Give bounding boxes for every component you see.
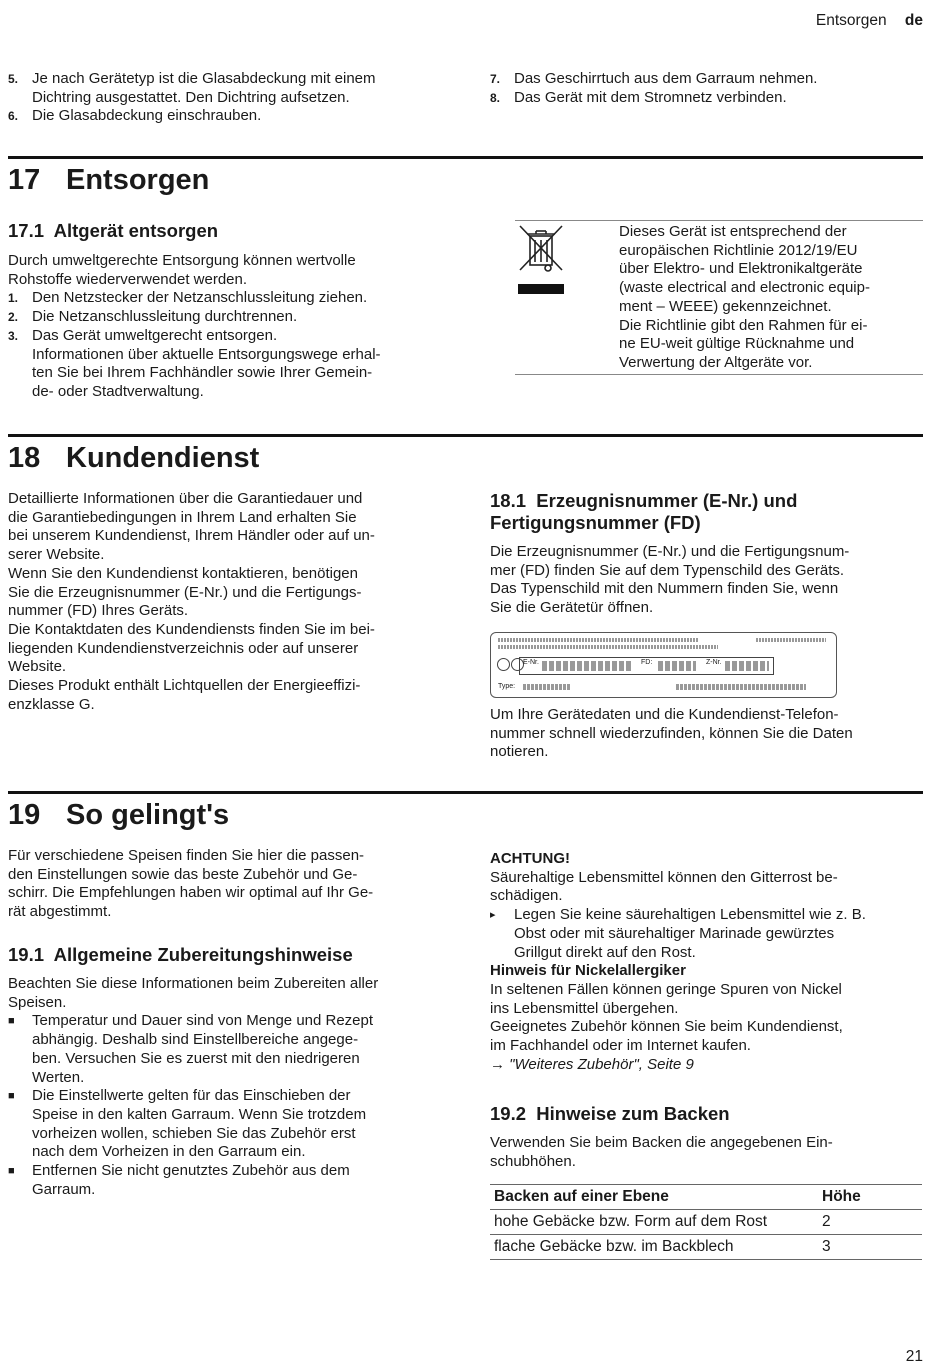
square-bullet-icon: ■ bbox=[8, 1090, 15, 1103]
page-number: 21 bbox=[905, 1348, 923, 1365]
top-steps-right bbox=[490, 70, 817, 107]
plate-enr-label: E-Nr. bbox=[523, 659, 539, 666]
square-bullet-icon: ■ bbox=[8, 1015, 15, 1028]
section-18-body: Detaillierte Informationen über die Garantiedauer und die Garantiebedingungen in Ihrem Land erhalten Sie bei unserem Kundendienst, Ihrem Händler oder auf un- serer Website. Wenn Sie den Kundendienst kontaktieren, benötigen Sie die Erzeugnisnummer (E-Nr.) und die Fertigungs- nummer (FD) Ihres Geräts. Die Kontaktdaten des Kundendiensts finden Sie im bei- liegenden Kundendienstverzeichnis oder auf unserer Website. Dieses Produkt enthält Lichtquellen der Energieeffizi- enzklasse G. bbox=[8, 490, 375, 713]
section-19-title: 19 So gelingt's bbox=[8, 799, 230, 831]
section-18-rule bbox=[8, 434, 923, 437]
header-lang: de bbox=[904, 12, 923, 29]
square-bullet-icon: ■ bbox=[8, 1165, 15, 1178]
section-18-title: 18 Kundendienst bbox=[8, 442, 260, 474]
section-19-rule bbox=[8, 791, 923, 794]
bullet-item: ■ Temperatur und Dauer sind von Menge und Rezept bbox=[8, 1012, 374, 1030]
cross-reference-link[interactable]: → "Weiteres Zubehör", Seite 9 bbox=[490, 1055, 694, 1073]
bullet-item: ■ Die Einstellwerte gelten für das Einschieben der bbox=[8, 1087, 351, 1105]
step-5-line-1: 5. Je nach Gerätetyp ist die Glasabdeckung mit einem bbox=[8, 70, 376, 87]
header-section: Entsorgen bbox=[815, 12, 887, 29]
section-17-1-body: Durch umweltgerechte Entsorgung können wertvolle Rohstoffe wiederverwendet werden. 1. Den Netzstecker der Netzanschlussleitung ziehen. 2. Die Netzanschlussleitung durchtrennen. 3. Das Gerät umweltgerecht entsorgen. Informationen über aktuelle Entsorgungswege erhal- ten Sie bei Ihrem Fachhändler sowie Ihrer Gemein- de- oder Stadtverwaltung. bbox=[8, 252, 381, 400]
step-5-line-2: Dichtring ausgestattet. Den Dichtring aufsetzen. bbox=[32, 88, 350, 106]
table-header-cell: Backen auf einer Ebene bbox=[494, 1188, 669, 1205]
table-cell: hohe Gebäcke bzw. Form auf dem Rost bbox=[494, 1213, 768, 1230]
table-row bbox=[490, 1210, 922, 1235]
step-8: 8. Das Gerät mit dem Stromnetz verbinden. bbox=[490, 88, 787, 106]
plate-number-box bbox=[519, 657, 774, 675]
plate-logo-icon bbox=[497, 658, 510, 671]
step-7: 7. Das Geschirrtuch aus dem Garraum nehmen. bbox=[490, 70, 818, 87]
table-header-row bbox=[490, 1185, 922, 1210]
section-19-intro: Für verschiedene Speisen finden Sie hier die passen- den Einstellungen sowie das beste Zubehör und Ge- schirr. Die Empfehlungen haben wir optimal auf Ihr Ge- rät abgestimmt. bbox=[8, 847, 374, 921]
plate-text-placeholder bbox=[498, 638, 698, 642]
arrow-right-icon: → bbox=[490, 1055, 510, 1073]
section-19-2-title: 19.2 Hinweise zum Backen bbox=[490, 1103, 730, 1124]
crossed-out-wheelie-bin-icon bbox=[516, 222, 566, 298]
section-19-1-title: 19.1 Allgemeine Zubereitungshinweise bbox=[8, 944, 353, 965]
table-cell: 2 bbox=[822, 1213, 831, 1230]
section-18-1-body: Die Erzeugnisnummer (E-Nr.) und die Fertigungsnum- mer (FD) finden Sie auf dem Typenschild des Geräts. Das Typenschild mit den Nummern finden Sie, wenn Sie die Gerätetür öffnen. bbox=[490, 543, 850, 617]
bullet-item: ■ Entfernen Sie nicht genutztes Zubehör aus dem bbox=[8, 1162, 350, 1180]
plate-text-placeholder bbox=[498, 645, 718, 649]
section-17-rule bbox=[8, 156, 923, 159]
warning-block: ACHTUNG! Säurehaltige Lebensmittel können den Gitterrost be- schädigen. ▸ Legen Sie keine säurehaltigen Lebensmittel wie z. B. Obst oder mit säurehaltiger Marinade gewürztes Grillgut direkt auf den Rost. Hinweis für Nickelallergiker In seltenen Fällen können geringe Spuren von Nickel ins Lebensmittel übergehen. Geeignetes Zubehör können Sie beim Kundendienst, im Fachhandel oder im Internet kaufen. → "Weiteres Zubehör", Seite 9 bbox=[490, 850, 866, 1073]
section-17-title: 17 Entsorgen bbox=[8, 164, 210, 196]
weee-box-top-rule bbox=[515, 220, 923, 221]
section-18-1-after: Um Ihre Gerätedaten und die Kundendienst-Telefon- nummer schnell wiederzufinden, können Sie die Daten notieren. bbox=[490, 706, 853, 761]
plate-type-label: Type: bbox=[498, 683, 516, 690]
table-cell: flache Gebäcke bzw. im Backblech bbox=[494, 1238, 734, 1255]
baking-table bbox=[490, 1184, 922, 1260]
table-cell: 3 bbox=[822, 1238, 831, 1255]
table-row bbox=[490, 1235, 922, 1260]
top-steps-left bbox=[8, 70, 376, 126]
step-6: 6. Die Glasabdeckung einschrauben. bbox=[8, 107, 262, 125]
page-header bbox=[816, 12, 923, 30]
section-18-1-title: 18.1 Erzeugnisnummer (E-Nr.) und Fertigungsnummer (FD) bbox=[490, 490, 798, 533]
plate-fd-label: FD: bbox=[641, 659, 653, 666]
type-plate bbox=[490, 632, 837, 698]
triangle-arrow-icon: ▸ bbox=[490, 909, 496, 922]
plate-text-placeholder bbox=[756, 638, 826, 642]
plate-znr-label: Z-Nr. bbox=[706, 659, 722, 666]
warning-title: ACHTUNG! bbox=[490, 850, 570, 867]
section-19-2-intro: Verwenden Sie beim Backen die angegebenen Ein- schubhöhen. bbox=[490, 1134, 833, 1170]
nickel-title: Hinweis für Nickelallergiker bbox=[490, 962, 686, 980]
section-19-1-body: Beachten Sie diese Informationen beim Zubereiten aller Speisen. ■ Temperatur und Dauer sind von Menge und Rezept abhängig. Deshalb sind Einstellbereiche angege- ben. Versuchen Sie es zuerst mit den niedrigeren Werten. ■ Die Einstellwerte gelten für das Einschieben der Speise in den kalten Garraum. Wenn Sie trotzdem vorheizen wollen, schieben Sie das Zubehör erst nach dem Vorheizen in den Garraum ein. ■ Entfernen Sie nicht genutztes Zubehör aus dem Garraum. bbox=[8, 975, 379, 1198]
weee-box-bottom-rule bbox=[515, 374, 923, 375]
weee-text: Dieses Gerät ist entsprechend der europäischen Richtlinie 2012/19/EU über Elektro- und Elektronikaltgeräte (waste electrical and electronic equip- ment – WEEE) gekennzeichnet. Die Richtlinie gibt den Rahmen für ei- ne EU-weit gültige Rücknahme und Verwertung der Altgeräte vor. bbox=[619, 223, 870, 371]
table-header-cell: Höhe bbox=[822, 1188, 861, 1205]
section-17-1-title: 17.1 Altgerät entsorgen bbox=[8, 220, 219, 241]
